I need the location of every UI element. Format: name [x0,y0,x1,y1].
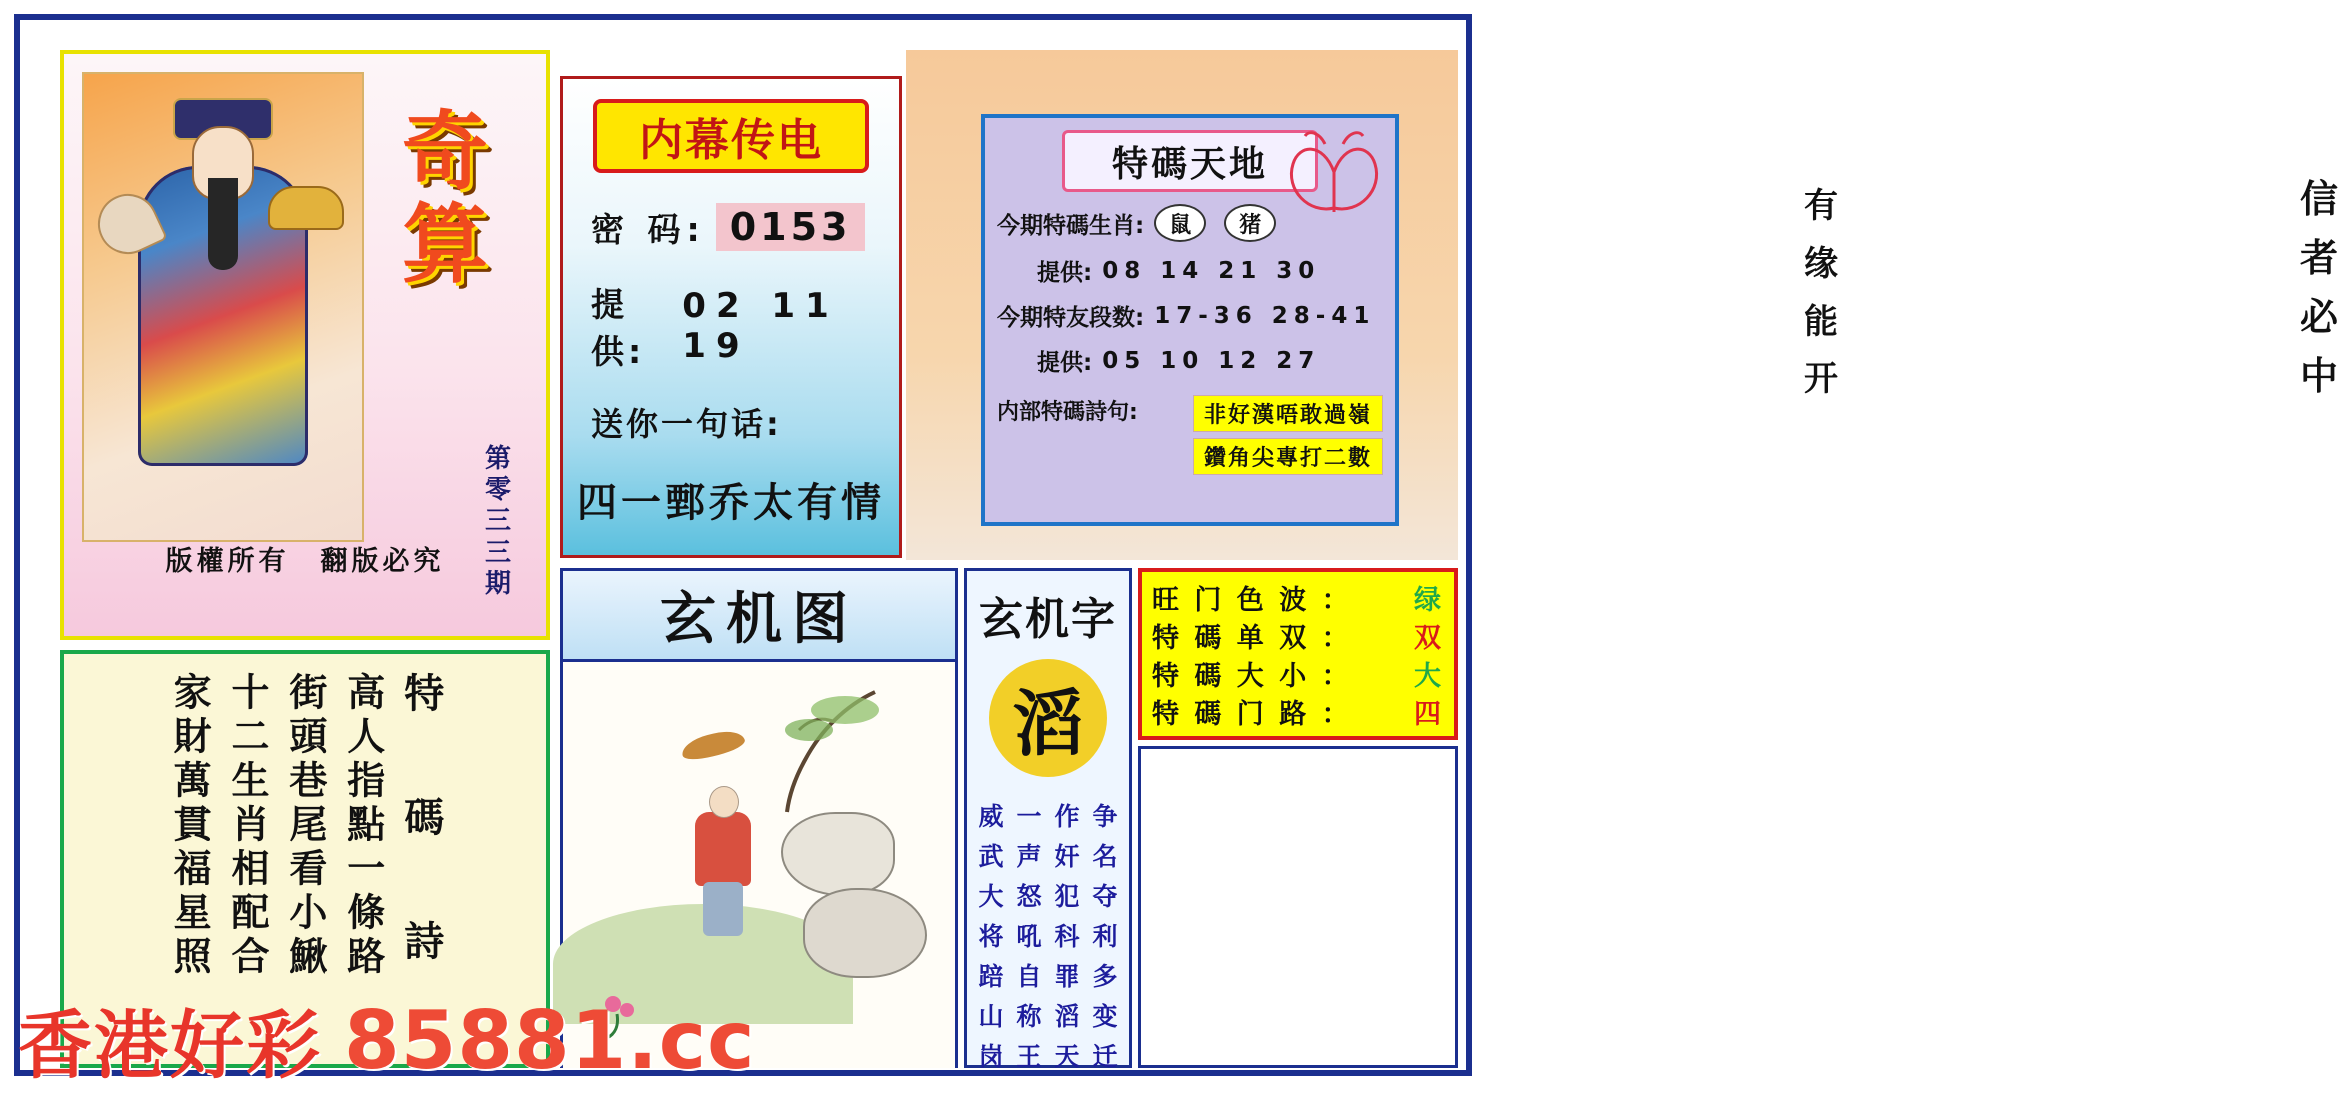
butterfly-icon [1279,128,1389,224]
xuanji-zi-column [1087,797,1123,1073]
zodiac-label: 今期特碼生肖: [997,212,1145,239]
xuanji-zi-char: 王 [1016,1042,1042,1071]
xuanji-zi-char: 怒 [1016,882,1042,911]
watermark-text: 香港好彩 [18,1003,322,1089]
code-label: 密 码: [591,209,706,249]
provide-value: 02 11 19 [682,286,839,366]
flower-icon [593,984,649,1040]
xuanji-zi-char: 罪 [1054,962,1080,991]
provide-label-1: 提供: [1037,260,1093,286]
xuanji-zi-char: 迁 [1092,1042,1118,1071]
provide-row-2 [997,344,1383,377]
xuanji-zi-char: 滔 [1054,1002,1080,1031]
xuanji-zi-char: 将 [978,922,1004,951]
row-label: 特 碼 大 小 ： [1152,660,1352,692]
phrase-text: 四一鄄乔太有情 [577,480,885,526]
poem-line: 街頭巷尾看小鰍 [282,672,327,980]
xuanji-zi-char: 吼 [1016,922,1042,951]
tema-section [906,50,2338,560]
table-row [1152,578,1444,616]
xuanji-zi-title: 玄机字 [979,594,1117,645]
poem-panel [60,650,550,1068]
xuanji-zi-char: 利 [1092,922,1118,951]
prediction-table [1138,568,1458,740]
xuanji-zi-char: 武 [978,842,1004,871]
xuanji-zi-char: 声 [1016,842,1042,871]
xuanji-zi-char: 一 [1016,802,1042,831]
row-label: 旺 门 色 波 ： [1152,584,1352,616]
slogan-right: 信者必中 [2299,177,2338,398]
row-value: 绿 [1414,584,1444,616]
xuanji-zi-char: 大 [978,882,1004,911]
code-row [577,203,885,251]
xuanji-zi-char: 自 [1016,962,1042,991]
xuanji-zi-column [1049,797,1085,1073]
xuanji-zi-char: 科 [1054,922,1080,951]
xuanji-zi-char: 变 [1092,1002,1118,1031]
range-value: 17-36 28-41 [1154,302,1376,329]
copyright-text: 版權所有 翻版必究 [165,546,445,577]
provide-value-1: 08 14 21 30 [1102,257,1321,284]
row-label: 特 碼 单 双 ： [1152,622,1352,654]
zodiac-item: 猪 [1224,204,1276,242]
provide-value-2: 05 10 12 27 [1102,347,1321,374]
poster-frame [14,14,2338,1076]
inner-poem-label: 内部特碼詩句: [997,400,1138,425]
provide-label: 提供: [591,285,646,371]
zodiac-list [1154,204,1276,242]
range-row [997,299,1383,332]
table-row [1152,692,1444,730]
zodiac-item: 鼠 [1154,204,1206,242]
xuanji-zi-char: 岗 [978,1042,1004,1071]
xuanji-zi-char: 争 [1092,802,1118,831]
xuanji-tu-title: 玄机图 [563,571,955,662]
xuanji-tu-panel [560,568,958,1068]
watermark-url: 85881.cc [344,993,756,1087]
provide-label-2: 提供: [1037,350,1093,376]
issue-number: 第零三三期 [484,444,513,599]
slogan-left: 有缘能开 [1804,186,1838,400]
xuanji-zi-char: 威 [978,802,1004,831]
table-row [1152,654,1444,692]
row-value: 双 [1414,622,1444,654]
xuanji-zi-column [1011,797,1047,1073]
poem-line: 家財萬貫福星照 [167,672,212,980]
xuanji-zi-panel [964,568,1132,1071]
range-label: 今期特友段数: [997,305,1145,331]
row-label: 特 碼 门 路 ： [1152,698,1352,730]
poem-line: 十二生肖相配合 [225,672,269,980]
xuanji-zi-char: 多 [1092,962,1118,991]
man-in-red-robe-by-rocks-illustration [563,662,955,1068]
xuanji-character: 滔 [989,659,1107,777]
provide-row [577,279,885,373]
poster-panel [60,50,550,640]
xuanji-zi-char: 天 [1054,1042,1080,1071]
row-value: 大 [1414,660,1444,692]
provide-row-1 [997,254,1383,287]
inside-info-panel [560,76,902,558]
tema-title: 特碼天地 [1062,130,1318,192]
xuanji-zi-grid [967,797,1129,1073]
xuanji-zi-char: 名 [1092,842,1118,871]
xuanji-zi-char: 夺 [1092,882,1118,911]
page-title: 奇算 [402,102,488,295]
god-of-wealth-illustration [82,72,364,542]
tema-panel [981,114,1399,526]
xuanji-zi-column [973,797,1009,1073]
poem-heading: 特 碼 詩 [397,672,444,982]
xuanji-zi-char: 山 [978,1002,1004,1031]
inner-poem-row [997,389,1383,432]
row-value: 四 [1414,698,1444,730]
inner-poem-line: 鑽角尖專打二數 [1193,438,1383,475]
code-value: 0153 [716,203,866,251]
poem-line: 高人指點一條路 [340,672,385,980]
inside-title: 内幕传电 [593,99,869,173]
blank-panel [1138,746,1458,1068]
xuanji-zi-char: 犯 [1054,882,1080,911]
xuanji-zi-char: 踣 [978,962,1004,991]
xuanji-zi-char: 称 [1016,1002,1042,1031]
xuanji-zi-char: 奸 [1054,842,1080,871]
table-row [1152,616,1444,654]
send-label: 送你一句话: [591,405,782,443]
xuanji-zi-char: 作 [1054,802,1080,831]
inner-poem-line: 非好漢唔敢過嶺 [1193,395,1383,432]
